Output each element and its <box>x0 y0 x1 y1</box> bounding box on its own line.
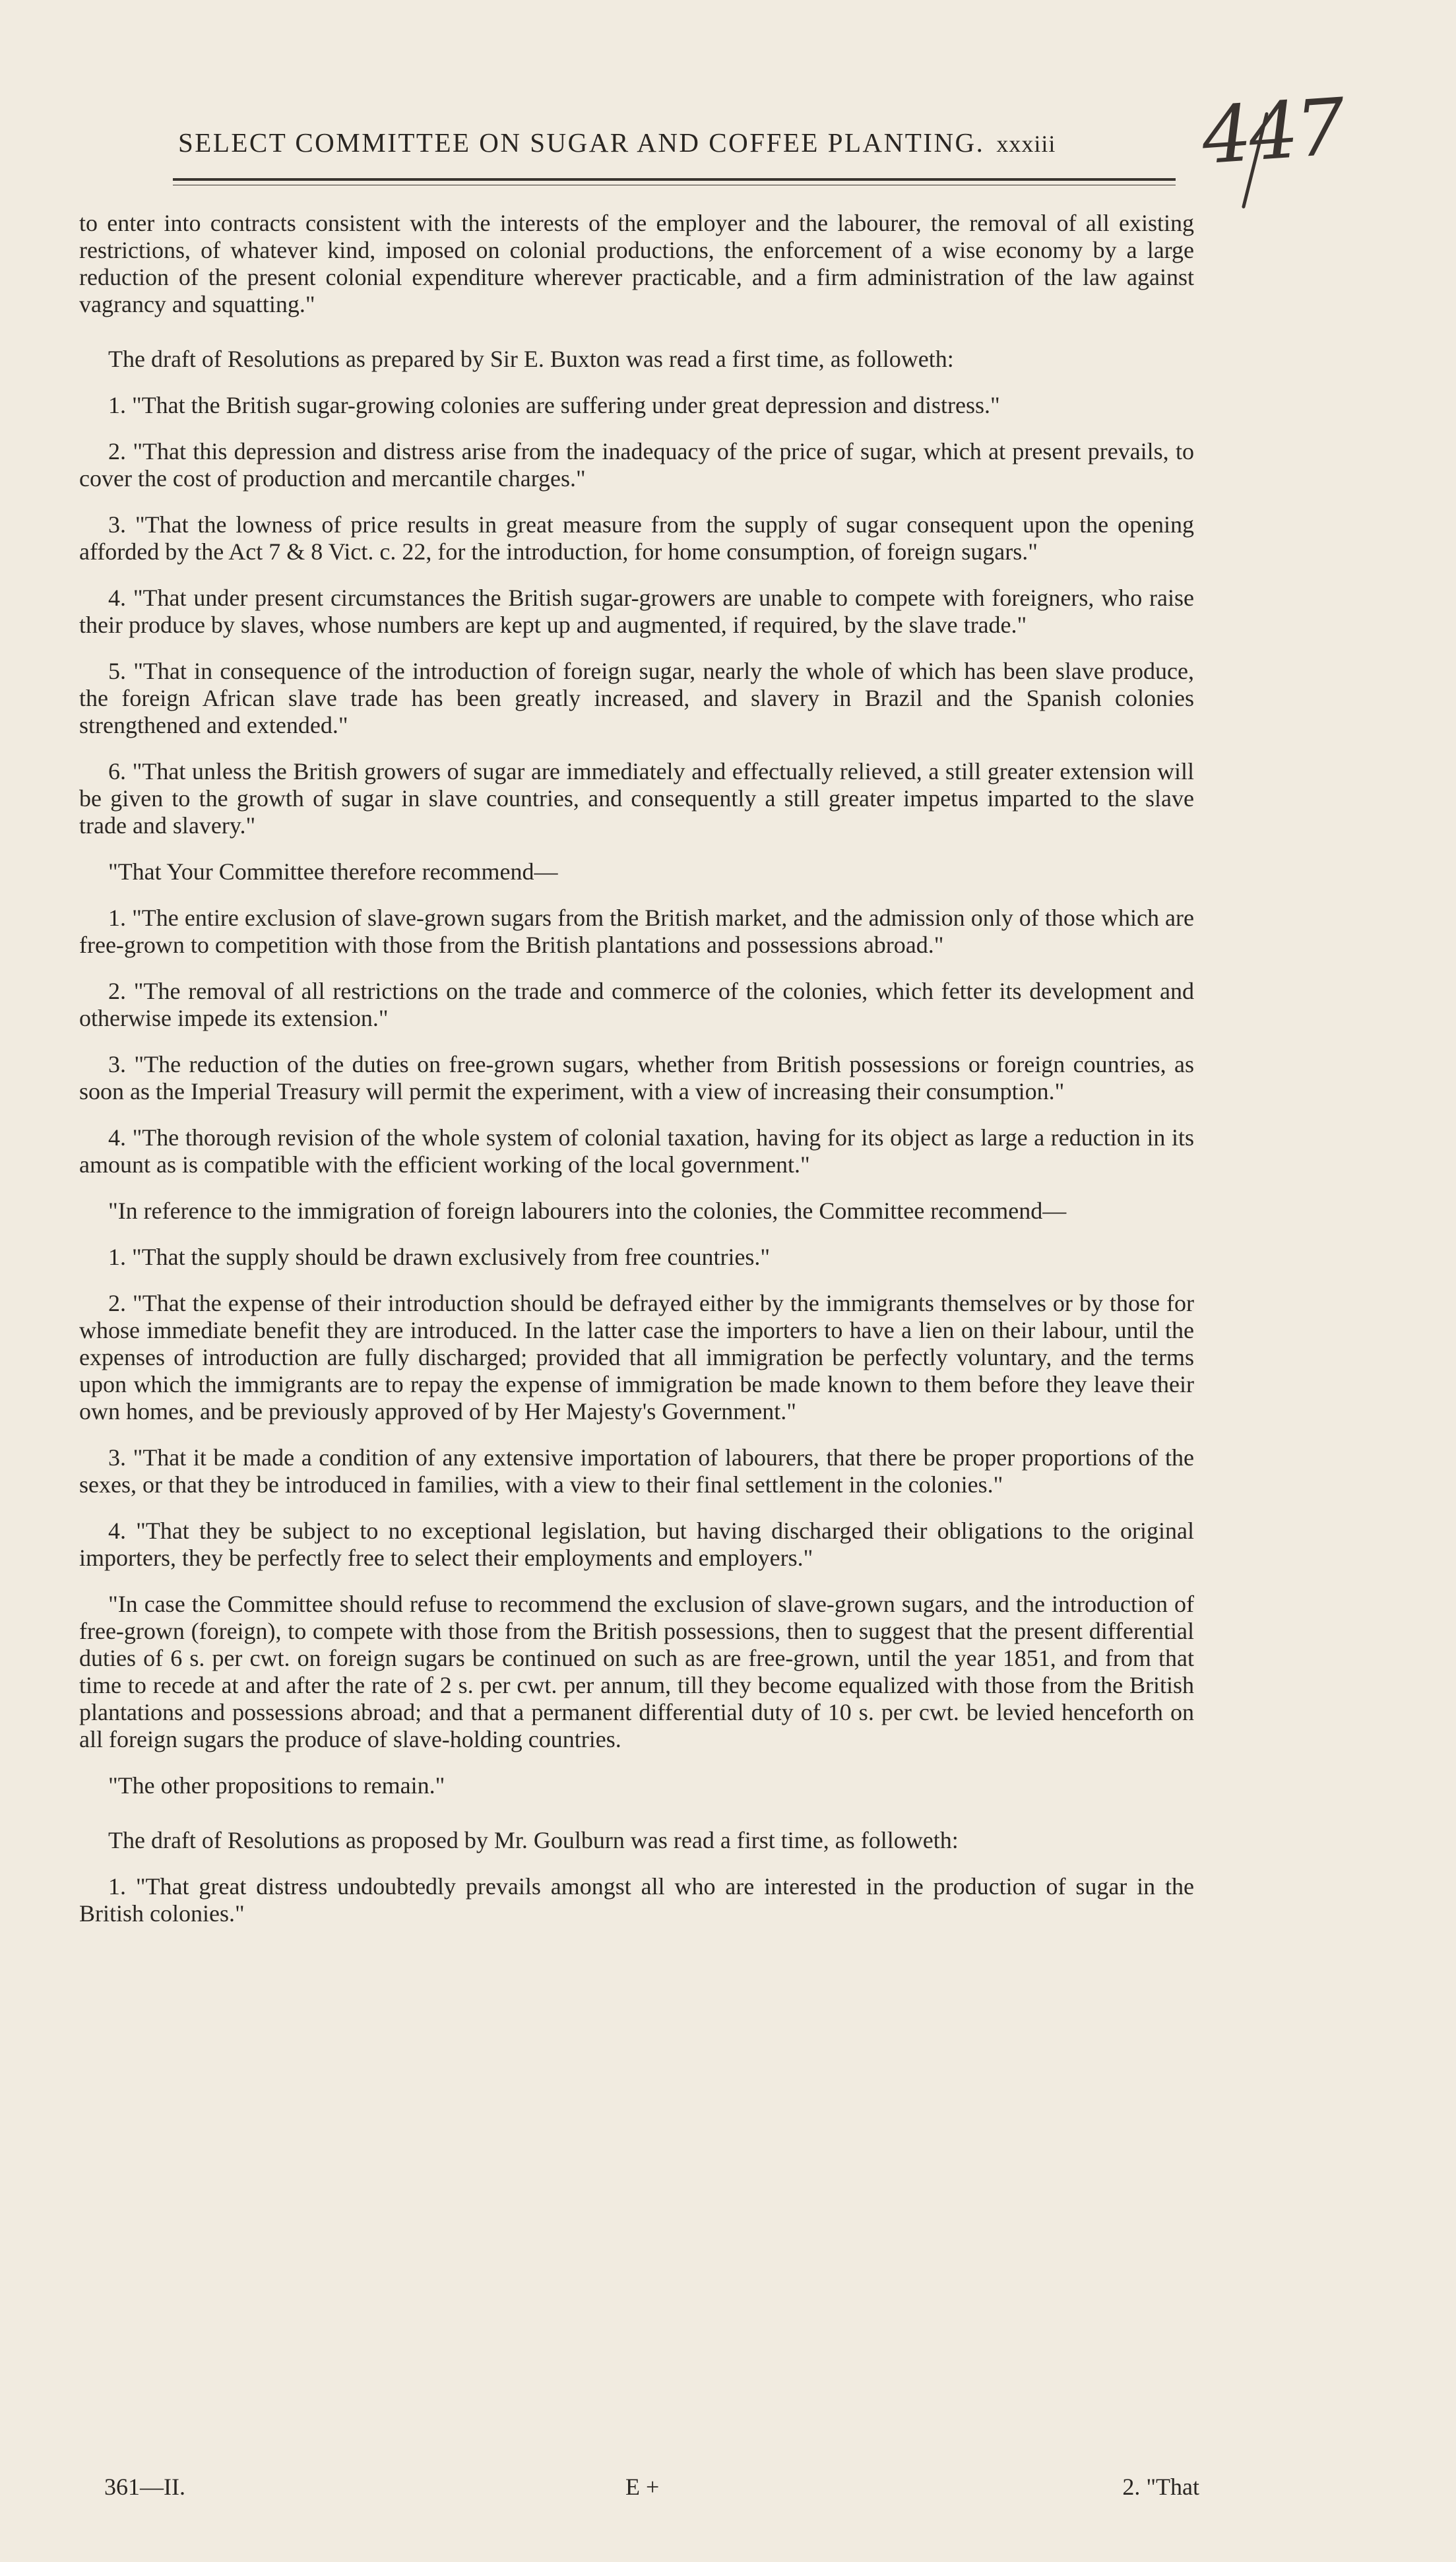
page-footer <box>104 2473 1199 2502</box>
paragraph: "The other propositions to remain." <box>108 1772 445 1799</box>
paragraph: 2. "The removal of all restrictions on the trade and commerce of the colonies, which fetter its development and otherwise impede its extension." <box>79 978 1194 1031</box>
page-folio: xxxiii <box>996 131 1056 157</box>
paragraph: 1. "The entire exclusion of slave-grown sugars from the British market, and the admission only of those which are free-grown to competition with those from the British plantations and possessions abroad." <box>79 905 1194 958</box>
paragraph: 5. "That in consequence of the introduction of foreign sugar, nearly the whole of which has been slave produce, the foreign African slave trade has been greatly increased, and slavery in Brazil and the Spanish colonies strengthened and extended." <box>79 658 1194 738</box>
paragraph: The draft of Resolutions as prepared by Sir E. Buxton was read a first time, as followeth: <box>108 346 954 372</box>
paragraph: 6. "That unless the British growers of sugar are immediately and effectually relieved, a still greater extension will be given to the growth of sugar in slave countries, and consequently a still greater impetus imparted to the slave trade and slavery." <box>79 758 1194 839</box>
paragraph: 4. "The thorough revision of the whole system of colonial taxation, having for its object as large a reduction in its amount as is compatible with the efficient working of the local government." <box>79 1124 1194 1178</box>
paragraph: 3. "That the lowness of price results in great measure from the supply of sugar consequent upon the opening afforded by the Act 7 & 8 Vict. c. 22, for the introduction, for home consumption, of foreign sugars." <box>79 511 1194 565</box>
paragraph: "In case the Committee should refuse to recommend the exclusion of slave-grown sugars, and the introduction of free-grown (foreign), to compete with those from the British possessions, then to suggest that the present differential duties of 6 s. per cwt. on foreign sugars be continued on such as are free-grown, until the year 1851, and from that time to recede at and after the rate of 2 s. per cwt. per annum, till they become equalized with those from the British plantations and possessions abroad; and that a permanent differential duty of 10 s. per cwt. be levied henceforth on all foreign sugars the produce of slave-holding countries. <box>79 1591 1194 1752</box>
paragraph: "That Your Committee therefore recommend— <box>108 858 558 885</box>
body-text <box>79 210 1194 1946</box>
paragraph: 3. "The reduction of the duties on free-grown sugars, whether from British possessions or foreign countries, as soon as the Imperial Treasury will permit the experiment, with a view of increasing their consumption." <box>79 1051 1194 1105</box>
paragraph: "In reference to the immigration of foreign labourers into the colonies, the Committee recommend— <box>108 1198 1067 1224</box>
header-rule <box>173 178 1176 185</box>
paragraph: 1. "That the supply should be drawn exclusively from free countries." <box>108 1244 771 1270</box>
paragraph: 4. "That under present circumstances the British sugar-growers are unable to compete with foreigners, who raise their produce by slaves, whose numbers are kept up and augmented, if required, by the slave trade." <box>79 585 1194 638</box>
handwritten-page-number: 447 <box>1199 80 1346 182</box>
paragraph: 2. "That this depression and distress arise from the inadequacy of the price of sugar, which at present prevails, to cover the cost of production and mercantile charges." <box>79 438 1194 492</box>
paragraph: 4. "That they be subject to no exceptional legislation, but having discharged their obligations to the original importers, they be perfectly free to select their employments and employers." <box>79 1518 1194 1571</box>
header-title: SELECT COMMITTEE ON SUGAR AND COFFEE PLANTING. <box>178 127 985 158</box>
catchword: 2. "That <box>1122 2474 1199 2500</box>
paragraph: 1. "That the British sugar-growing colonies are suffering under great depression and distress." <box>108 392 1000 418</box>
running-header <box>178 127 1194 158</box>
paragraph: 2. "That the expense of their introduction should be defrayed either by the immigrants themselves or by those for whose immediate benefit they are introduced. In the latter case the importers to have a lien on their labour, until the expenses of introduction are fully discharged; provided that all immigration be perfectly voluntary, and the terms upon which the immigrants are to repay the expense of immigration be made known to them before they leave their own homes, and be previously approved of by Her Majesty's Government." <box>79 1290 1194 1425</box>
sessional-reference: 361—II. <box>104 2474 185 2500</box>
paragraph: to enter into contracts consistent with the interests of the employer and the labourer, the removal of all existing restrictions, of whatever kind, imposed on colonial productions, the enforcement of a wise economy by a large reduction of the present colonial expenditure wherever practicable, and a firm administration of the law against vagrancy and squatting." <box>79 210 1194 317</box>
paragraph: 1. "That great distress undoubtedly prevails amongst all who are interested in the production of sugar in the British colonies." <box>79 1873 1194 1927</box>
paragraph: The draft of Resolutions as proposed by Mr. Goulburn was read a first time, as followeth: <box>108 1827 959 1853</box>
paragraph: 3. "That it be made a condition of any extensive importation of labourers, that there be proper proportions of the sexes, or that they be introduced in families, with a view to their final settlement in the colonies." <box>79 1444 1194 1498</box>
signature-mark: E + <box>625 2474 660 2500</box>
